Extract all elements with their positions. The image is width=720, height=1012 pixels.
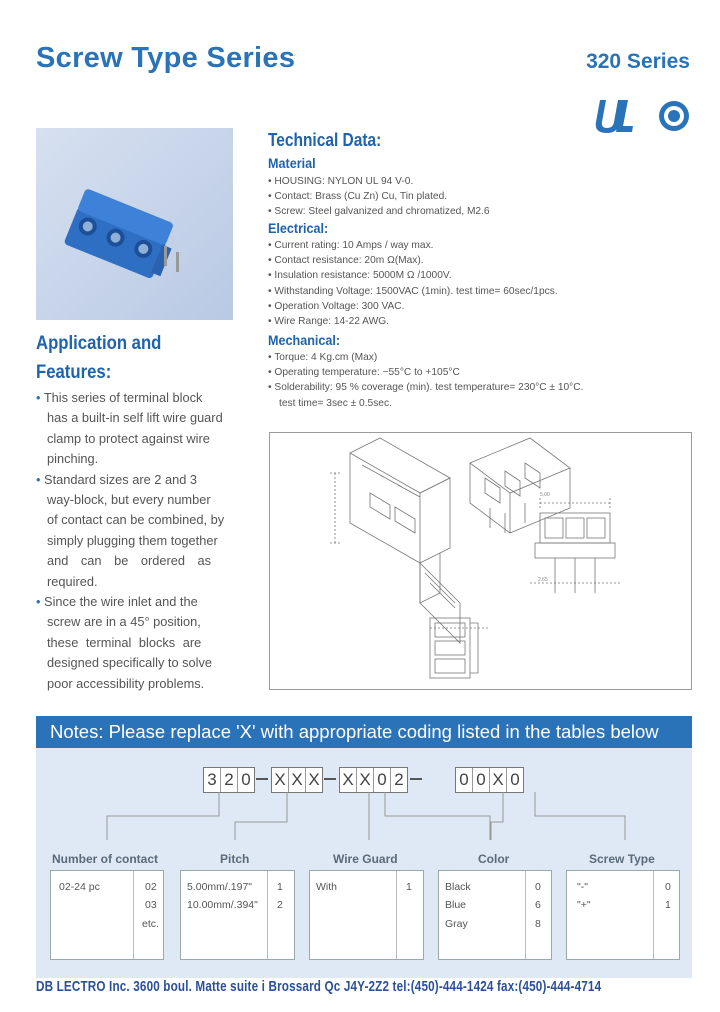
svg-text:5.00: 5.00 [540, 492, 550, 498]
material-item: • HOUSING: NYLON UL 94 V-0. [268, 174, 490, 189]
material-list [268, 174, 490, 220]
table-cell: 02-24 pc [59, 881, 100, 893]
code-separator [410, 778, 422, 780]
application-heading: Application and [36, 333, 162, 354]
table-cell: 0 [665, 881, 671, 893]
material-heading: Material [268, 155, 316, 171]
table-cell: "-" [577, 881, 588, 893]
svg-text:2.65: 2.65 [538, 577, 548, 583]
code-digit: X [490, 768, 507, 792]
code-separator [256, 778, 268, 780]
electrical-heading: Electrical: [268, 220, 329, 236]
electrical-item: • Wire Range: 14-22 AWG. [268, 314, 558, 329]
table-cell: 02 [145, 881, 157, 893]
mechanical-item: • Solderability: 95 % coverage (min). test temperature= 230°C ± 10°C. [268, 380, 583, 395]
column-header-color: Color [478, 852, 510, 866]
table-pitch [180, 870, 295, 960]
ul-logo-icon [596, 100, 633, 133]
table-cell: Blue [445, 899, 467, 911]
page-title: Screw Type Series [36, 42, 296, 74]
code-digit: X [357, 768, 374, 792]
code-digit: X [289, 768, 306, 792]
feature-line: and can be ordered as [47, 553, 212, 569]
table-wire-guard [309, 870, 424, 960]
feature-line: required. [47, 573, 98, 589]
table-cell: Black [445, 881, 471, 893]
electrical-list [268, 238, 558, 329]
electrical-item: • Contact resistance: 20m Ω(Max). [268, 253, 558, 268]
csa-logo-icon [659, 101, 689, 131]
mechanical-item: • Operating temperature: −55°C to +105°C [268, 365, 583, 380]
code-digit: 0 [510, 770, 520, 789]
features-heading: Features: [36, 362, 112, 383]
table-cell: 5.00mm/.197" [187, 881, 253, 893]
code-digit: 0 [456, 768, 473, 792]
code-digit: 2 [221, 768, 238, 792]
table-cell: 1 [665, 899, 671, 911]
table-color [438, 870, 552, 960]
bullet-icon: • [36, 594, 41, 610]
column-header-wire-guard: Wire Guard [333, 852, 398, 866]
code-digit: X [308, 770, 320, 789]
table-screw-type [566, 870, 680, 960]
table-cell: 0 [535, 881, 541, 893]
feature-line: of contact can be combined, by [47, 512, 225, 528]
technical-heading: Technical Data: [268, 130, 382, 150]
table-cell: 8 [535, 918, 541, 930]
code-digit: 2 [394, 770, 404, 789]
electrical-item: • Insulation resistance: 5000M Ω /1000V. [268, 268, 558, 283]
table-cell: "+" [577, 899, 591, 911]
table-cell: Gray [445, 918, 468, 930]
feature-line: poor accessibility problems. [47, 675, 205, 691]
column-header-screw-type: Screw Type [589, 852, 655, 866]
electrical-item: • Withstanding Voltage: 1500VAC (1min). test time= 60sec/1pcs. [268, 284, 558, 299]
column-header-pitch: Pitch [220, 852, 250, 866]
feature-line: screw are in a 45° position, [47, 614, 201, 630]
table-cell: 1 [277, 881, 283, 893]
feature-line: designed specifically to solve [47, 655, 213, 671]
feature-line: simply plugging them together [47, 532, 218, 548]
terminal-block-image [36, 128, 233, 320]
table-cell: etc. [142, 918, 159, 930]
table-cell: 2 [277, 899, 283, 911]
feature-line: these terminal blocks are [47, 634, 202, 650]
code-digit: 0 [241, 770, 251, 789]
bullet-icon: • [36, 390, 41, 405]
features-list [36, 388, 224, 694]
feature-line: Since the wire inlet and the [44, 594, 198, 610]
code-digit: 3 [204, 768, 221, 792]
code-separator [324, 778, 336, 780]
electrical-item: • Current rating: 10 Amps / way max. [268, 238, 558, 253]
code-digit: 0 [374, 768, 391, 792]
feature-line: pinching. [47, 451, 99, 467]
feature-line: This series of terminal block [43, 390, 203, 405]
feature-line: clamp to protect against wire [47, 430, 210, 446]
table-cell: 1 [406, 881, 412, 893]
certification-logos [592, 96, 692, 136]
table-cell: With [316, 881, 337, 893]
electrical-item: • Operation Voltage: 300 VAC. [268, 299, 558, 314]
feature-line: Standard sizes are 2 and 3 [44, 471, 197, 487]
code-digit: X [272, 768, 289, 792]
column-header-contacts: Number of contact [52, 852, 159, 866]
code-connector-lines [36, 790, 692, 850]
mechanical-heading: Mechanical: [268, 332, 341, 348]
table-cell: 03 [145, 899, 157, 911]
table-cell: 6 [535, 899, 541, 911]
dimension-drawing-image [270, 433, 691, 689]
bullet-icon: • [36, 471, 41, 487]
mechanical-extra: test time= 3sec ± 0.5sec. [279, 397, 392, 409]
table-contacts [50, 870, 164, 960]
notes-title: Notes: Please replace 'X' with appropriate coding listed in the tables below [50, 721, 659, 742]
product-photo [36, 128, 233, 320]
series-label: 320 Series [586, 50, 690, 73]
technical-drawing [269, 432, 692, 690]
mechanical-item: • Torque: 4 Kg.cm (Max) [268, 350, 583, 365]
mechanical-list [268, 350, 583, 411]
feature-line: has a built-in self lift wire guard [47, 410, 223, 426]
feature-line: way-block, but every number [47, 492, 211, 508]
material-item: • Screw: Steel galvanized and chromatized, M2.6 [268, 204, 490, 219]
footer-contact: DB LECTRO Inc. 3600 boul. Matte suite i Brossard Qc J4Y-2Z2 tel:(450)-444-1424 fax:(450)-444-4714 [36, 978, 602, 995]
code-digit: X [340, 768, 357, 792]
code-digit: 0 [473, 768, 490, 792]
material-item: • Contact: Brass (Cu Zn) Cu, Tin plated. [268, 189, 490, 204]
table-cell: 10.00mm/.394" [187, 899, 258, 911]
